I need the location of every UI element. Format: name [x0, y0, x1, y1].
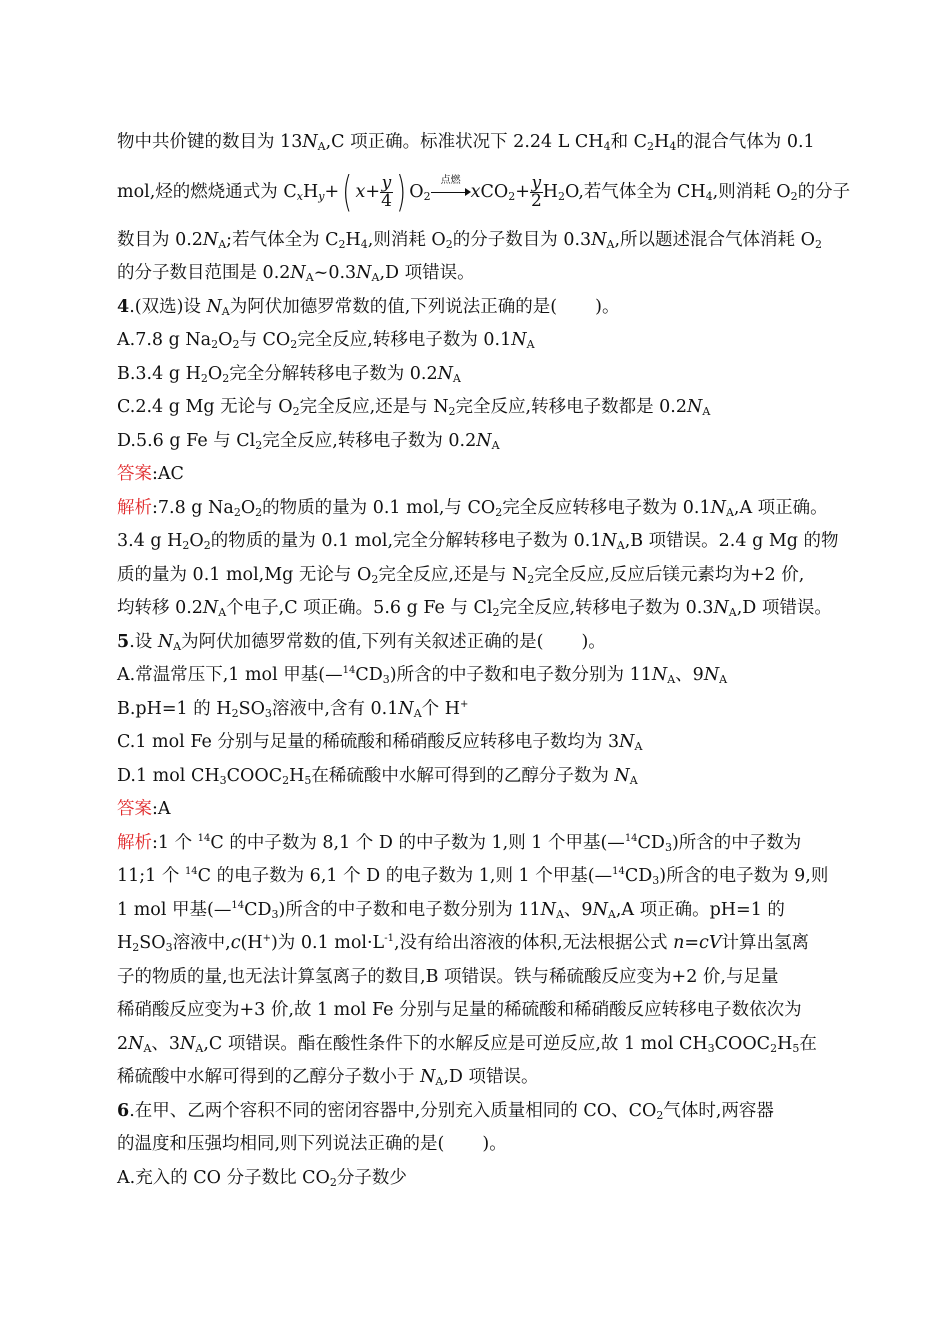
answer-line: 答案:A	[117, 799, 171, 819]
text-line: 的分子数目范围是 $0.2N_A\sim 0.3N_A,D$ 项错误。	[117, 263, 475, 284]
formula-line: mol,烃的燃烧通式为 $C_xH_y+$( x+ $\frac{y}{4}$ ) $O_2$ 点燃 xCO$_2$+ $\frac{y}{2}$ $H_2O$,若气体全为 $CH_4$,则消耗 $O_2$的分子	[117, 167, 851, 216]
option-a: A.7.8 g $Na_2O_2$与 $CO_2$完全反应,转移电子数为 $0.1N_A$	[117, 330, 535, 351]
fraction-y-over-4: $\frac{y}{4}$	[381, 172, 392, 211]
text-line: 数目为 $0.2N_A$;若气体全为 $C_2H_4$,则消耗 $O_2$的分子数目为 $0.3N_A$,所以题述混合气体消耗 $O_2$	[117, 229, 822, 251]
fraction-y-over-2: $\frac{y}{2}$	[530, 172, 542, 211]
option-d: D.5.6 g Fe 与 $Cl_2$完全反应,转移电子数为 $0.2N_A$	[117, 430, 500, 452]
option-d: D.1 mol $CH_3COOC_2H_5$在稀硫酸中水解可得到的乙醇分子数为 $N_A$	[117, 765, 638, 787]
analysis-line: 稀硝酸反应变为+3 价,故 1 mol Fe 分别与足量的稀硫酸和稀硝酸反应转移电子数依次为	[117, 1000, 802, 1020]
option-c: C.2.4 g Mg 无论与 $O_2$完全反应,还是与 $N_2$完全反应,转移电子数都是 $0.2N_A$	[117, 397, 711, 418]
analysis-line: 质的量为 0.1 mol,Mg 无论与 $O_2$完全反应,还是与 $N_2$完全反应,反应后镁元素均为+2 价,	[117, 564, 805, 586]
left-paren-icon: (	[342, 167, 353, 216]
option-b: B.pH=1 的 $H_2SO_3$溶液中,含有 $0.1N_A$个 H+	[117, 698, 469, 720]
text-line: 物中共价键的数目为 $13N_A,C$ 项正确。标准状况下 2.24 L $CH_4$和 $C_2H_4$的混合气体为 0.1	[117, 132, 815, 153]
option-a: A.充入的 CO 分子数比 $CO_2$分子数少	[117, 1167, 407, 1189]
analysis-label: 解析	[117, 832, 152, 853]
answer-label: 答案	[117, 799, 152, 819]
document-page	[117, 126, 851, 1195]
reaction-arrow-icon: 点燃	[431, 181, 471, 203]
answer-line: 答案:AC	[117, 464, 184, 484]
question-4-stem: 4.(双选)设 $N_A$为阿伏加德罗常数的值,下列说法正确的是( )。	[117, 296, 620, 318]
answer-label: 答案	[117, 464, 152, 484]
option-b: B.3.4 g $H_2O_2$完全分解转移电子数为 $0.2N_A$	[117, 363, 461, 385]
analysis-line: 11;1 个 $^{14}$C 的电子数为 6,1 个 D 的电子数为 1,则 1 个甲基$(—^{14}CD_3)$所含的电子数为 9,则	[117, 866, 829, 887]
analysis-line: 解析:7.8 g $Na_2O_2$的物质的量为 0.1 mol,与 $CO_2$完全反应转移电子数为 $0.1N_A,A$ 项正确。	[117, 497, 828, 519]
question-5-stem: 5.设 $N_A$为阿伏加德罗常数的值,下列有关叙述正确的是( )。	[117, 631, 606, 653]
option-a: A.常温常压下,1 mol 甲基$(—^{14}CD_3)$所含的中子数和电子数分别为 $11N_A$、$9N_A$	[117, 665, 728, 686]
analysis-line: 3.4 g $H_2O_2$的物质的量为 0.1 mol,完全分解转移电子数为 $0.1N_A,B$ 项错误。2.4 g Mg 的物	[117, 531, 839, 552]
analysis-line: 子的物质的量,也无法计算氢离子的数目,B 项错误。铁与稀硫酸反应变为+2 价,与足量	[117, 966, 779, 987]
question-6-stem-cont: 的温度和压强均相同,则下列说法正确的是( )。	[117, 1134, 507, 1154]
question-6-stem: 6.在甲、乙两个容积不同的密闭容器中,分别充入质量相同的 CO、$CO_2$气体时,两容器	[117, 1100, 774, 1122]
option-c: C.1 mol Fe 分别与足量的稀硫酸和稀硝酸反应转移电子数均为 $3N_A$	[117, 732, 643, 753]
right-paren-icon: )	[396, 167, 407, 216]
analysis-line: 稀硫酸中水解可得到的乙醇分子数小于 $N_A,D$ 项错误。	[117, 1067, 539, 1088]
analysis-line: $2N_A$、$3N_A,C$ 项错误。酯在酸性条件下的水解反应是可逆反应,故 1 mol $CH_3COOC_2H_5$在	[117, 1033, 817, 1055]
analysis-line: 1 mol 甲基$(—^{14}CD_3)$所含的中子数和电子数分别为 $11N_A$、$9N_A,A$ 项正确。pH=1 的	[117, 899, 785, 921]
analysis-label: 解析	[117, 497, 152, 518]
analysis-line: 均转移 $0.2N_A$个电子,C 项正确。5.6 g Fe 与 $Cl_2$完全反应,转移电子数为 $0.3N_A,D$ 项错误。	[117, 598, 832, 619]
analysis-line: $H_2SO_3$溶液中,c(H+)为 0.1 $mol\cdot L^{-1}$,没有给出溶液的体积,无法根据公式 n=cV计算出氢离	[117, 933, 809, 954]
analysis-line: 解析:1 个 $^{14}$C 的中子数为 8,1 个 D 的中子数为 1,则 1 个甲基$(—^{14}CD_3)$所含的中子数为	[117, 832, 802, 854]
